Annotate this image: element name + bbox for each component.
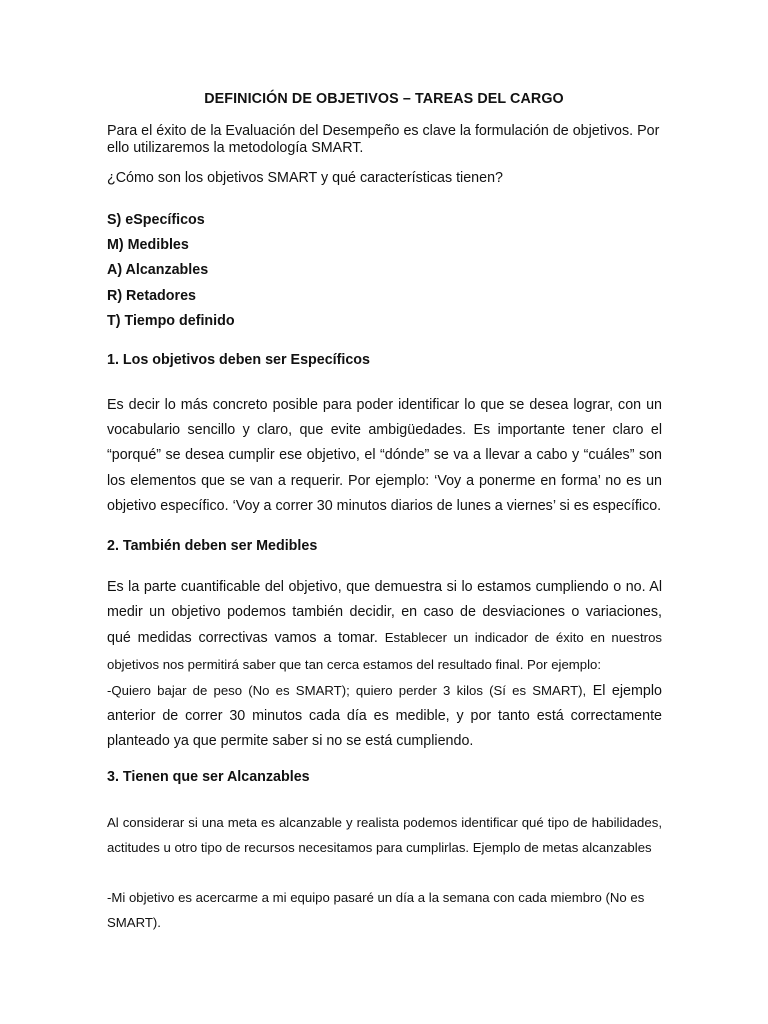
section-2-text: El ejemplo anterior de correr 30 minutos cada día es medible, y por tanto está correctamente planteado ya que permite saber si no se está cumpliendo. <box>107 682 662 750</box>
smart-item-achievable: A) Alcanzables <box>107 262 209 279</box>
intro-line: ello utilizaremos la metodología SMART. <box>107 140 364 156</box>
section-3-paragraph: Al considerar si una meta es alcanzable y realista podemos identificar qué tipo de habilidades, actitudes u otro tipo de recursos necesitamos para cumplirlas. Ejemplo de metas alcanzables <box>107 815 662 856</box>
smart-question: ¿Cómo son los objetivos SMART y qué características tienen? <box>107 170 503 186</box>
section-2-text: Establecer un indicador de éxito en nuestros objetivos nos permitirá saber que tan cerca estamos del resultado final. Por ejemplo: <box>107 630 662 672</box>
smart-criteria-list <box>107 211 662 337</box>
smart-item-specific: S) eSpecíficos <box>107 212 205 228</box>
section-2-text: Es la parte cuantificable del objetivo, que demuestra si lo estamos cumpliendo o no. Al medir un objetivo podemos también decidir, en caso de desviaciones o variaciones, qué medidas correctivas vamos a tomar. <box>107 579 662 647</box>
section-3-heading: 3. Tienen que ser Alcanzables <box>107 769 310 785</box>
smart-item-time-bound: T) Tiempo definido <box>107 312 235 329</box>
section-1-heading: 1. Los objetivos deben ser Específicos <box>107 352 370 368</box>
section-2-heading: 2. También deben ser Medibles <box>107 538 318 554</box>
section-2-paragraph <box>107 575 662 754</box>
smart-item-challenging: R) Retadores <box>107 287 196 304</box>
document-title: DEFINICIÓN DE OBJETIVOS – TAREAS DEL CARGO <box>204 91 564 107</box>
section-2-example: -Quiero bajar de peso (No es SMART); quiero perder 3 kilos (Sí es SMART), <box>107 682 587 698</box>
section-1-paragraph: Es decir lo más concreto posible para poder identificar lo que se desea lograr, con un vocabulario sencillo y claro, que evite ambigüedades. Es importante tener claro el “porqué” se desea cumplir ese objetivo, el “dónde” se va a llevar a cabo y “cuáles” son los elementos que se van a requerir. Por ejemplo: ‘Voy a ponerme en forma’ no es un objetivo específico. ‘Voy a correr 30 minutos diarios de lunes a viernes’ si es específico. <box>107 397 662 514</box>
smart-item-measurable: M) Medibles <box>107 237 189 254</box>
intro-line: Para el éxito de la Evaluación del Desempeño es clave la formulación de objetivos. Por <box>107 123 660 139</box>
intro-paragraph <box>107 123 662 157</box>
section-3-example: -Mi objetivo es acercarme a mi equipo pasaré un día a la semana con cada miembro (No es SMART). <box>107 890 645 931</box>
